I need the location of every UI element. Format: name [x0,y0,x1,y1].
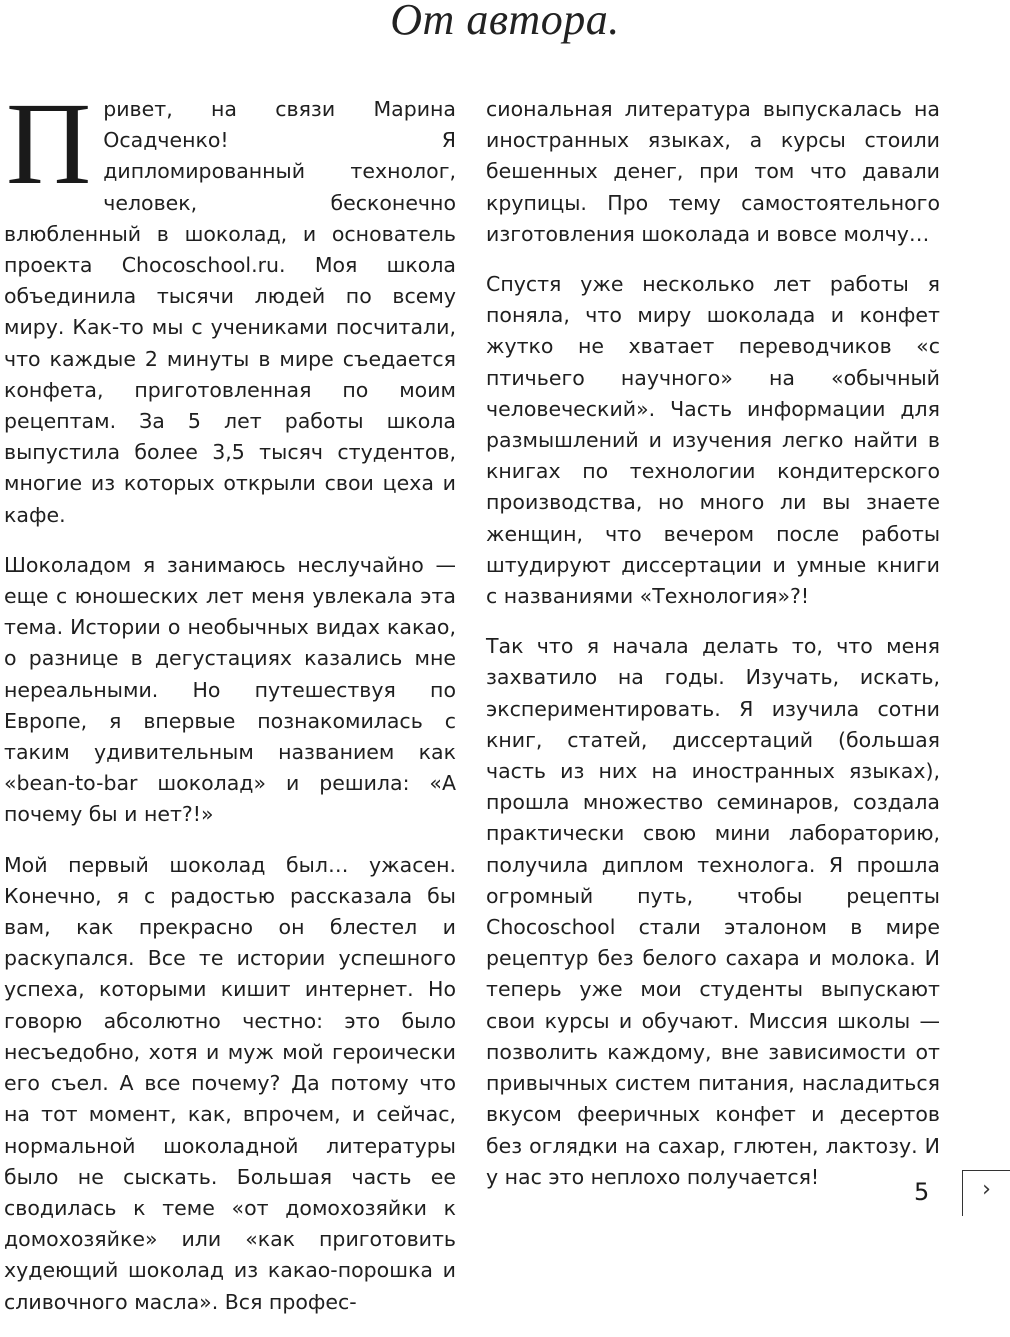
chevron-right-icon: › [982,1177,991,1202]
paragraph-translators: Спустя уже несколько лет работы я поняла, что миру шоколада и конфет жутко не хватает переводчиков «с птичьего научного» на «обычный человеческий». Часть информации для размышлений и изучения легко найти в книгах по технологии кондитерского производства, но много ли вы знаете женщин, что вечером после работы штудируют диссертации и умные книги с названиями «Технология»?! [486,272,940,609]
paragraph-intro-text: ривет, на связи Марина Осадченко! Я дипломированный технолог, человек, бесконечно влюбленный в шоколад, и основатель проекта Chocoschool.ru. Моя школа объединила тысячи людей по всему миру. Как-то мы с учениками посчитали, что каждые 2 минуты в мире съедается конфета, приготовленная по моим рецептам. За 5 лет работы школа выпустила более 3,5 тысяч студентов, многие из которых открыли свои цеха и кафе. [4,97,456,527]
paragraph-mission: Так что я начала делать то, что меня захватило на годы. Изучать, искать, экспериментировать. Я изучила сотни книг, статей, диссертаций (большая часть из них на иностранных языках), прошла множество семинаров, создала практически свою мини лабораторию, получила диплом технолога. Я прошла огромный путь, чтобы рецепты Chocoschool стали эталоном в мире рецептур без белого сахара и молока. И теперь уже мои студенты выпускают свои курсы и обучают. Миссия школы — позволить каждому, вне зависимости от привычных систем питания, насладиться вкусом фееричных конфет и десертов без оглядки на сахар, глютен, лактозу. И у нас это неплохо получается! [486,634,940,1189]
left-column [4,78,456,1337]
paragraph-foreign-literature: сиональная литература выпускалась на иностранных языках, а курсы стоили бешенных денег, при том что давали крупицы. Про тему самостоятельного изготовления шоколада и вовсе молчу… [486,97,940,246]
page-number: 5 [914,1178,930,1206]
drop-cap: П [6,78,92,209]
page-title: От автора. [390,0,620,44]
next-page-button[interactable] [962,1170,1010,1216]
paragraph-first-chocolate: Мой первый шоколад был… ужасен. Конечно, я с радостью рассказала бы вам, как прекрасно он блестел и раскупался. Все те истории успешного успеха, которыми кишит интернет. Но говорю абсолютно честно: это было несъедобно, хотя и муж мой героически его съел. А все почему? Да потому что на тот момент, как, впрочем, и сейчас, нормальной шоколадной литературы было не сыскать. Большая часть ее сводилась к теме «от домохозяйки к домохозяйке» или «как приготовить худеющий шоколад из какао-порошка и сливочного масла». Вся профес- [4,852,456,1314]
right-column [486,94,940,1212]
paragraph-chocolate-origin: Шоколадом я занимаюсь неслучайно — еще с юношеских лет меня увлекала эта тема. Истории о необычных видах какао, о разнице в дегустациях казались мне нереальными. Но путешествуя по Европе, я впервые познакомилась с таким удивительным названием как «bean-to-bar шоколад» и решила: «А почему бы и нет?!» [4,552,456,827]
paragraph-intro [4,78,456,531]
